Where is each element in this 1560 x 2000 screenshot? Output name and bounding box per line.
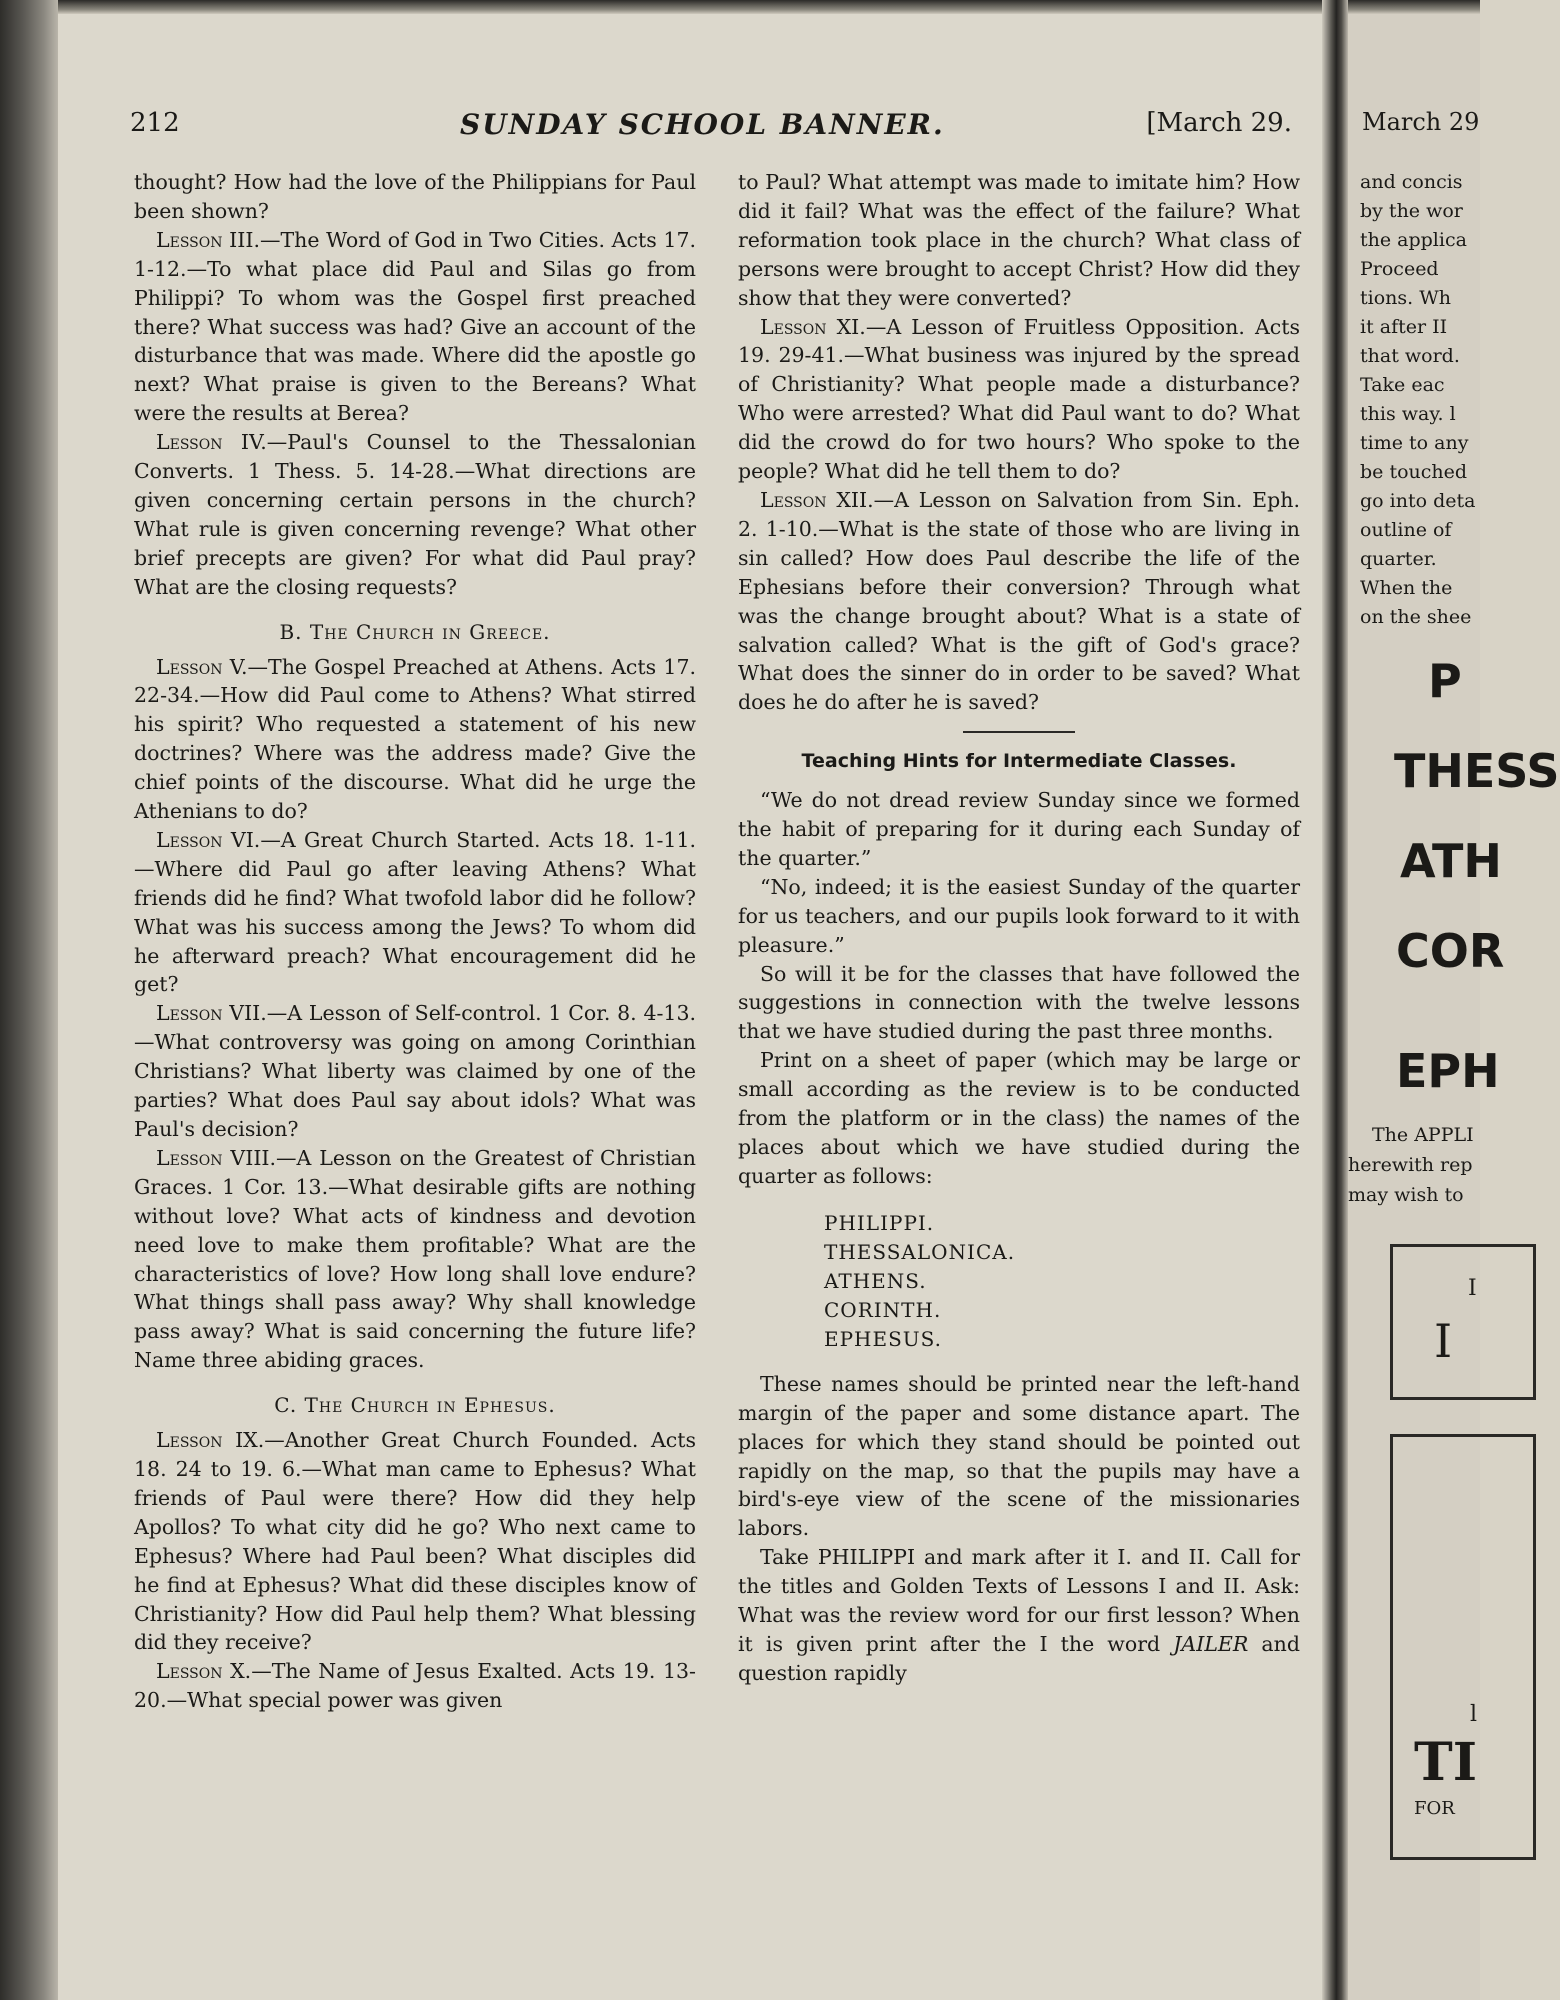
chart-box [1390, 1244, 1536, 1400]
section-heading-ephesus: C. The Church in Ephesus. [274, 1393, 556, 1418]
text-line: Proceed [1360, 258, 1439, 280]
lesson-text: —A Lesson on the Greatest of Christian Graces. 1 Cor. 13.—What desirable gifts are nothing without love? What acts of kindness and devotion need love to make them profitable? What are the characteristics of love? How long shall love endure? What things shall pass away? Why shall knowledge pass away? What is said concerning the future life? Name three abiding graces. [134, 1145, 696, 1373]
page-header [130, 108, 1292, 152]
lesson-9 [134, 1426, 696, 1657]
facing-page-text [1360, 168, 1475, 632]
lesson-6 [134, 826, 696, 999]
lesson-text: —Another Great Church Founded. Acts 18. 24 to 19. 6.—What man came to Ephesus? What friends of Paul were there? How did they help Apollos? To what city did he go? Who next came to Ephesus? Where had Paul been? What disciples did he find at Ephesus? What did these disciples know of Christianity? How did Paul help them? What blessing did they receive? [134, 1428, 696, 1655]
big-letter: THESS [1394, 744, 1560, 798]
hint-paragraph: These names should be printed near the left-hand margin of the paper and some distance apart. The places for which they stand should be pointed out rapidly on the map, so that the pupils may have a bird's-eye view of the scene of the missionaries labors. [738, 1371, 1300, 1541]
lesson-label: Lesson XII. [760, 487, 874, 512]
lesson-text: —The Gospel Preached at Athens. Acts 17. 22-34.—How did Paul come to Athens? What stirred his spirit? Who requested a statement of his new doctrines? Where was the address made? Give the chief points of the discourse. What did he urge the Athenians to do? [134, 654, 696, 824]
text-line: by the wor [1360, 200, 1463, 222]
text-line: be touched [1360, 461, 1468, 483]
big-letter: ATH [1400, 834, 1502, 888]
text-line: The APPLI [1372, 1124, 1474, 1146]
text-line: may wish to [1348, 1184, 1464, 1206]
lesson-text: —The Name of Jesus Exalted. Acts 19. 13-20.—What special power was given [134, 1659, 696, 1713]
text-run: and question rapidly [738, 1631, 1300, 1685]
text-line: time to any [1360, 432, 1469, 454]
running-title: SUNDAY SCHOOL BANNER. [460, 108, 945, 141]
place-item: THESSALONICA. [824, 1239, 1016, 1264]
lesson-text: —A Lesson of Fruitless Opposition. Acts 19. 29-41.—What business was injured by the spread of Christianity? What people made a disturbance? Who were arrested? What did Paul want to do? What did the crowd do for two hours? Who spoke to the people? What did he tell them to do? [738, 314, 1300, 484]
running-date: [March 29. [1146, 108, 1292, 138]
section-heading-greece: B. The Church in Greece. [279, 619, 551, 644]
box-letter: I [1468, 1276, 1477, 1301]
box-letter: l [1470, 1702, 1478, 1727]
box-letter: FOR [1414, 1798, 1455, 1819]
paragraph: thought? How had the love of the Philippians for Paul been shown? [134, 170, 696, 223]
lesson-text: —The Word of God in Two Cities. Acts 17. 1-12.—To what place did Paul and Silas go from Philippi? To whom was the Gospel first preached there? What success was had? Give an account of the disturbance that was made. Where did the apostle go next? What praise is given to the Bereans? What were the results at Berea? [134, 227, 697, 426]
place-item: EPHESUS. [824, 1326, 942, 1351]
text-run-caps: PHILIPPI [817, 1545, 916, 1570]
text-line: and concis [1360, 171, 1463, 193]
book-binding [0, 0, 58, 2000]
lesson-label: Lesson III. [156, 227, 260, 252]
text-run-italic: JAILER [1173, 1631, 1249, 1656]
lesson-12 [738, 486, 1300, 717]
text-run: Take [760, 1545, 818, 1570]
facing-page-date: March 29 [1362, 108, 1480, 136]
hint-paragraph: “No, indeed; it is the easiest Sunday of the quarter for us teachers, and our pupils look forward to it with pleasure.” [738, 874, 1300, 957]
text-line: on the shee [1360, 606, 1472, 628]
text-line: When the [1360, 577, 1453, 599]
facing-page-fragment [1348, 14, 1560, 2000]
lesson-3 [134, 226, 696, 428]
lesson-label: Lesson X. [156, 1659, 252, 1684]
lesson-label: Lesson IV. [156, 430, 267, 455]
paragraph: to Paul? What attempt was made to imitate him? How did it fail? What was the effect of the failure? What reformation took place in the church? What class of persons were brought to accept Christ? How did they show that they were converted? [738, 170, 1300, 310]
right-column [738, 168, 1300, 1688]
page-number: 212 [130, 108, 180, 138]
text-line: go into deta [1360, 490, 1476, 512]
lesson-11 [738, 313, 1300, 486]
text-line: outline of [1360, 519, 1452, 541]
lesson-label: Lesson V. [156, 654, 248, 679]
places-list [824, 1209, 1300, 1354]
hint-paragraph: So will it be for the classes that have followed the suggestions in connection with the twelve lessons that we have studied during the past three months. [738, 961, 1300, 1044]
text-line: tions. Wh [1360, 287, 1451, 309]
place-item: ATHENS. [824, 1268, 927, 1293]
lesson-label: Lesson VI. [156, 827, 261, 852]
place-item: PHILIPPI. [824, 1210, 935, 1235]
lesson-5 [134, 653, 696, 826]
big-letter: COR [1396, 924, 1505, 978]
big-letter: EPH [1396, 1044, 1500, 1098]
lesson-text: —A Lesson on Salvation from Sin. Eph. 2. 1-10.—What is the state of those who are living in sin called? How does Paul describe the life of the Ephesians before their conversion? Through what was the change brought about? What is a state of salvation called? What is the gift of God's grace? What does the sinner do in order to be saved? What does he do after he is saved? [738, 487, 1300, 715]
lesson-label: Lesson XI. [760, 314, 866, 339]
page-gutter [1322, 0, 1348, 2000]
lesson-7 [134, 999, 696, 1144]
teaching-hints-heading: Teaching Hints for Intermediate Classes. [801, 750, 1237, 773]
left-column [134, 168, 696, 1715]
lesson-text: —A Great Church Started. Acts 18. 1-11.—Where did Paul go after leaving Athens? What friends did he find? What twofold labor did he follow? What was his success among the Jews? To whom did he afterward preach? What encouragement did he get? [134, 827, 697, 997]
lesson-text: —A Lesson of Self-control. 1 Cor. 8. 4-13.—What controversy was going on among Corinthian Christians? What liberty was claimed by one of the parties? What does Paul say about idols? What was Paul's decision? [134, 1001, 697, 1141]
text-line: this way. l [1360, 403, 1456, 425]
section-divider [963, 731, 1075, 733]
text-line: it after II [1360, 316, 1448, 338]
page-top-edge [0, 0, 1480, 14]
big-letter: P [1428, 654, 1462, 708]
lesson-10 [134, 1657, 696, 1715]
box-letter: TI [1414, 1732, 1478, 1793]
text-line: Take eac [1360, 374, 1445, 396]
lesson-8 [134, 1144, 696, 1375]
lesson-text: —Paul's Counsel to the Thessalonian Converts. 1 Thess. 5. 14-28.—What directions are given concerning certain persons in the church? What rule is given concerning revenge? What other brief precepts are given? For what did Paul pray? What are the closing requests? [134, 430, 696, 599]
text-run: and mark after it I. and II. Call for the titles and Golden Texts of Lessons I and II. Ask: What was the review word for our first lesson? When it is given print after the I the word [738, 1545, 1300, 1656]
text-line: that word. [1360, 345, 1460, 367]
text-line: quarter. [1360, 548, 1437, 570]
text-line: herewith rep [1348, 1154, 1473, 1176]
box-letter: I [1434, 1314, 1453, 1368]
hint-paragraph: “We do not dread review Sunday since we formed the habit of preparing for it during each Sunday of the quarter.” [738, 788, 1300, 870]
place-item: CORINTH. [824, 1297, 942, 1322]
chart-box [1390, 1434, 1536, 1860]
lesson-label: Lesson VII. [156, 1001, 267, 1026]
text-line: the applica [1360, 229, 1467, 251]
lesson-label: Lesson IX. [156, 1428, 265, 1453]
hint-paragraph: Print on a sheet of paper (which may be large or small according as the review is to be conducted from the platform or in the class) the names of the places about which we have studied during the quarter as follows: [738, 1048, 1300, 1188]
lesson-label: Lesson VIII. [156, 1145, 277, 1170]
hint-paragraph-philippi [738, 1543, 1300, 1688]
lesson-4 [134, 428, 696, 601]
